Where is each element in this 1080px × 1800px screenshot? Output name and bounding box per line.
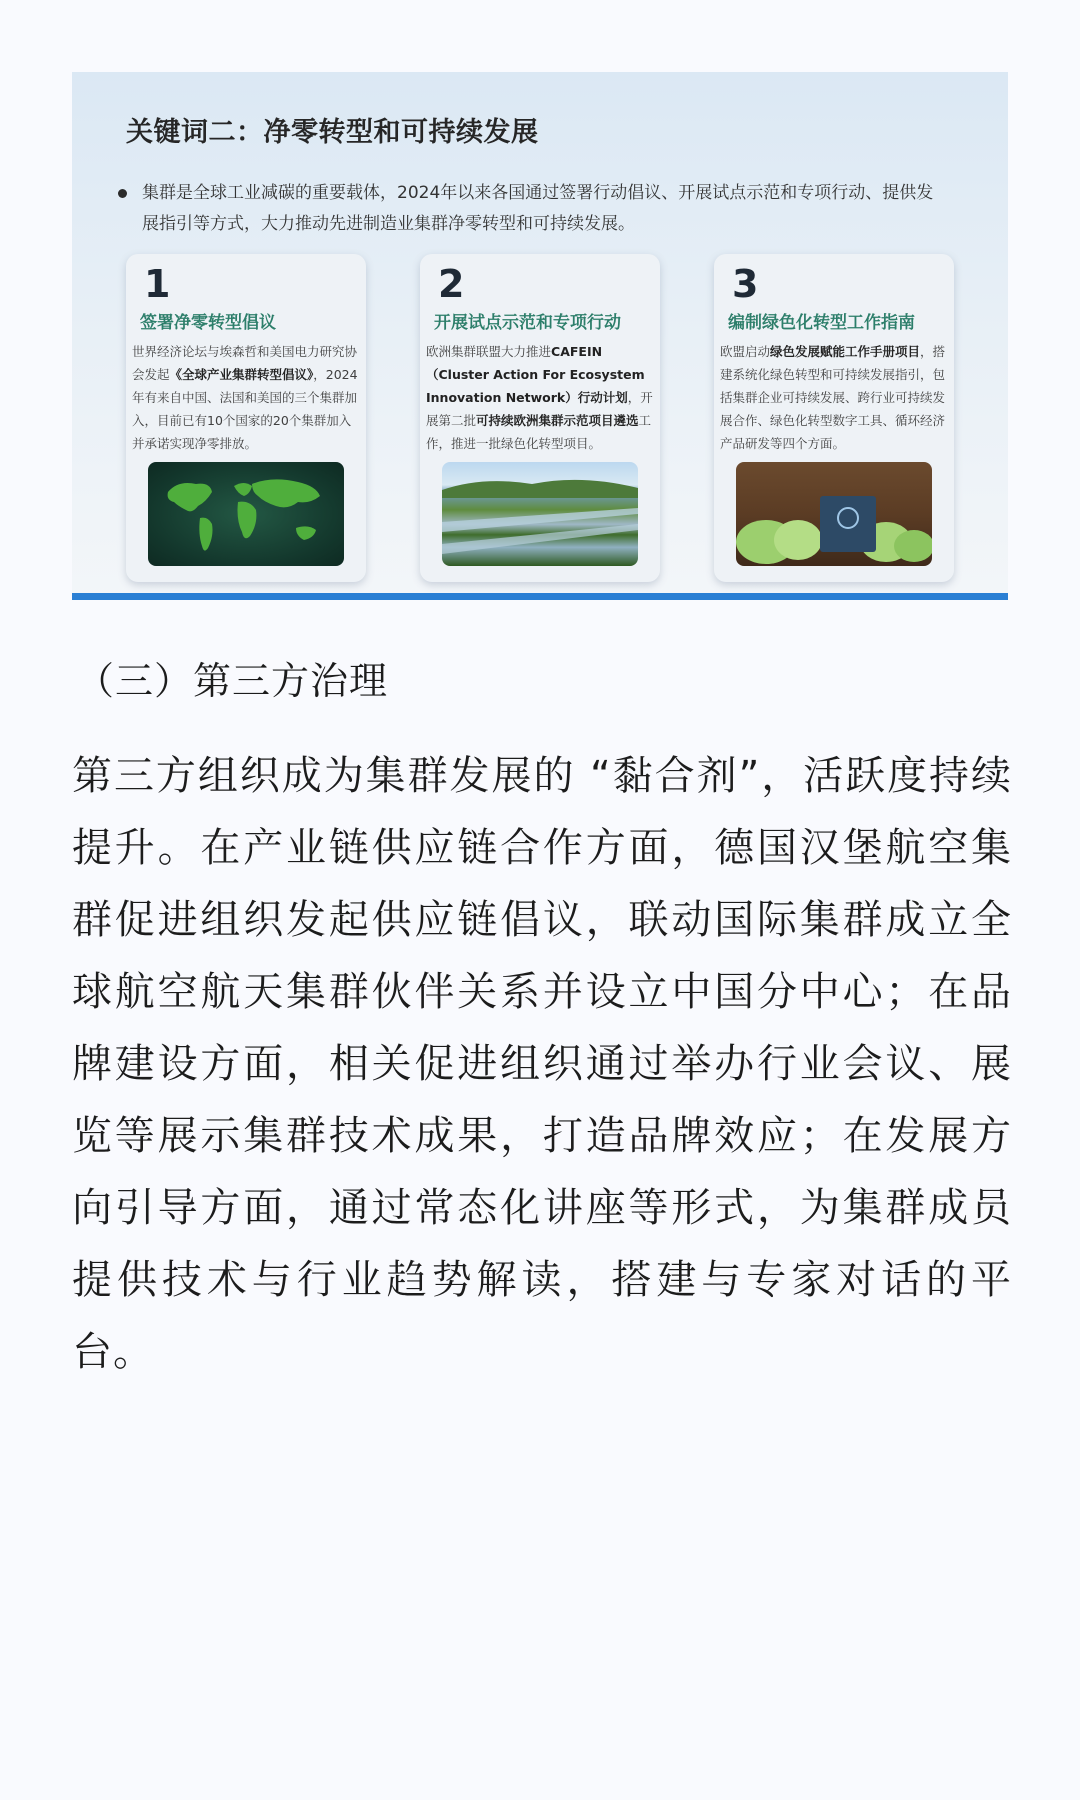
bullet-text: 集群是全球工业减碳的重要载体，2024年以来各国通过签署行动倡议、开展试点示范和专项行动、提供发展指引等方式，大力推动先进制造业集群净零转型和可持续发展。 [142,183,934,234]
card-green-guide [714,254,954,582]
card-title: 签署净零转型倡议 [140,313,276,333]
world-map-image [148,462,344,566]
recycle-bags-image [736,462,932,566]
bullet-dot-icon [118,189,127,198]
section-body-paragraph: 第三方组织成为集群发展的 “黏合剂”，活跃度持续提升。在产业链供应链合作方面，德国汉堡航空集群促进组织发起供应链倡议，联动国际集群成立全球航空航天集群伙伴关系并设立中国分中心；在品牌建设方面，相关促进组织通过举办行业会议、展览等展示集群技术成果，打造品牌效应；在发展方向引导方面，通过常态化讲座等形式，为集群成员提供技术与行业趋势解读，搭建与专家对话的平台。 [72,753,1012,1375]
card-text: 欧盟启动绿色发展赋能工作手册项目，搭建系统化绿色转型和可持续发展指引，包括集群企业可持续发展、跨行业可持续发展合作、绿色化转型数字工具、循环经济产品研发等四个方面。 [720,344,946,451]
card-sign-initiative [126,254,366,582]
farm-field-image [442,462,638,566]
section-title: （三）第三方治理 [76,659,389,703]
infographic-figure [72,72,1008,600]
card-title: 开展试点示范和专项行动 [434,313,621,333]
card-number: 2 [438,262,465,306]
card-pilot-demonstration [420,254,660,582]
card-number: 1 [144,262,171,306]
card-number: 3 [732,262,759,306]
card-text: 欧洲集群联盟大力推进CAFEIN（Cluster Action For Ecosystem Innovation Network）行动计划，开展第二批可持续欧洲集群示范项目遴选工作，推进一批绿色化转型项目。 [426,344,653,451]
figure-bottom-rule [72,593,1008,600]
card-text: 世界经济论坛与埃森哲和美国电力研究协会发起《全球产业集群转型倡议》，2024年有来自中国、法国和美国的三个集群加入，目前已有10个国家的20个集群加入并承诺实现净零排放。 [132,344,358,451]
figure-title: 关键词二：净零转型和可持续发展 [126,117,539,148]
card-title: 编制绿色化转型工作指南 [728,313,915,333]
figure-bullet [118,178,948,240]
